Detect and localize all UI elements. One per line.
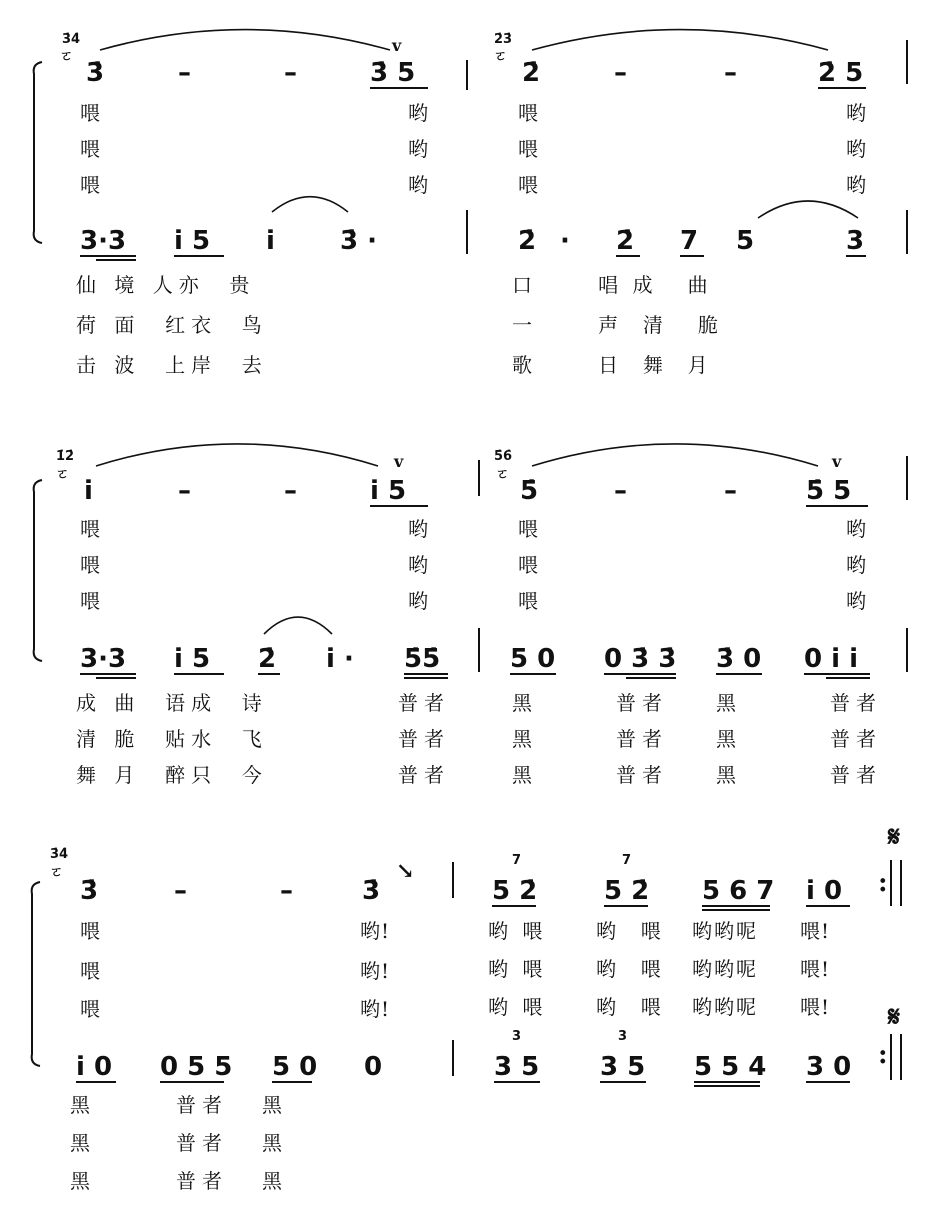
slur — [530, 440, 820, 470]
note: 2̇ — [258, 644, 277, 674]
beam — [826, 677, 870, 679]
note-pair: 2̇ 5 — [818, 58, 864, 88]
call-left: 喂 — [518, 137, 539, 161]
note-pair: 5 2̇ — [604, 876, 650, 906]
note-pair: 5̇ 5 — [806, 476, 852, 506]
note-group: 0 3̇ 3̇ — [604, 644, 677, 674]
call-left: 喂 — [80, 997, 101, 1021]
call-word: 哟 喂 — [488, 919, 547, 943]
barline — [452, 862, 454, 898]
lyric-word: 普者 — [176, 1169, 228, 1193]
system-brace — [30, 478, 44, 663]
note: 2̇ — [616, 226, 635, 256]
call-right: 哟 — [846, 137, 867, 161]
beam — [702, 905, 770, 907]
beam — [846, 255, 866, 257]
lyric-word: 黑 — [512, 727, 533, 751]
call-word: 哟哟呢 — [692, 995, 758, 1019]
lyric-word: 黑 — [262, 1169, 283, 1193]
beam — [806, 905, 850, 907]
dot: · — [560, 226, 570, 256]
note-pair: 3̇ 0 — [716, 644, 762, 674]
call-word: 哟哟呢 — [692, 919, 758, 943]
call-word: 哟 喂 — [596, 957, 665, 981]
note-pair: 3 0 — [806, 1052, 852, 1082]
beam — [806, 505, 868, 507]
call-left: 喂 — [518, 553, 539, 577]
call-word: 哟 喂 — [488, 957, 547, 981]
repeat-dots: : — [878, 868, 888, 898]
lyric-word: 普者 — [830, 763, 882, 787]
grace-mark: ㄛ — [56, 467, 70, 482]
grace-note: 2̇3̇ — [494, 32, 513, 47]
call-left: 喂 — [80, 589, 101, 613]
beam — [80, 673, 136, 675]
call-word: 喂! — [800, 919, 831, 943]
note-pair: i̇ 5 — [174, 226, 211, 256]
note: i̇ · — [326, 644, 354, 674]
note: i̇ — [266, 226, 275, 256]
note-group: 5 6 7 — [702, 876, 775, 906]
barline — [478, 628, 480, 672]
call-left: 喂 — [80, 919, 101, 943]
beam — [626, 677, 676, 679]
beam — [600, 1081, 646, 1083]
lyric-word: 普者 — [398, 691, 450, 715]
beam — [272, 1081, 312, 1083]
beam — [96, 259, 136, 261]
note: 2̇ — [522, 58, 541, 88]
call-left: 喂 — [518, 173, 539, 197]
lyric-word: 普者 — [398, 763, 450, 787]
barline — [906, 210, 908, 254]
lyric-word: 普者 — [398, 727, 450, 751]
lyric-word: 普者 — [616, 727, 668, 751]
beam — [694, 1085, 760, 1087]
note-group: 0 i̇ i̇ — [804, 644, 859, 674]
lyric-word: 普者 — [616, 691, 668, 715]
note: 3̇ — [80, 876, 99, 906]
note: 5̇ — [520, 476, 539, 506]
note-pair: i̇ 0 — [806, 876, 843, 906]
call-word: 喂! — [800, 995, 831, 1019]
lyric-line: 清 脆 贴水 飞 — [76, 727, 268, 751]
repeat-dots: : — [878, 1040, 888, 1070]
call-right: 哟 — [408, 137, 429, 161]
call-word: 喂! — [800, 957, 831, 981]
call-left: 喂 — [80, 959, 101, 983]
beam — [616, 255, 640, 257]
grace-note: 3 — [618, 1029, 628, 1044]
call-right: 哟 — [408, 589, 429, 613]
beam — [716, 673, 762, 675]
note-pair: 3 5 — [494, 1052, 540, 1082]
beam — [818, 87, 866, 89]
lyric-word: 黑 — [70, 1131, 91, 1155]
call-right: 哟! — [360, 919, 391, 943]
note: 7 — [680, 226, 699, 256]
note-pair: 3 5 — [600, 1052, 646, 1082]
grace-mark: ㄛ — [496, 467, 510, 482]
slur — [530, 26, 830, 54]
lyric-word: 普者 — [830, 691, 882, 715]
dash: – — [280, 876, 293, 906]
lyric-word: 普者 — [830, 727, 882, 751]
dash: – — [178, 58, 191, 88]
system-brace — [28, 880, 42, 1068]
beam — [604, 673, 676, 675]
barline — [906, 40, 908, 84]
grace-mark: ㄛ — [50, 865, 64, 880]
lyric-line: 一 声 清 脆 — [512, 313, 722, 337]
note-pair: 3·3 — [80, 226, 127, 256]
slur — [756, 198, 860, 222]
rest: 0 — [364, 1052, 383, 1082]
beam — [510, 673, 556, 675]
barline — [478, 460, 480, 496]
barline — [466, 60, 468, 90]
dash: – — [284, 476, 297, 506]
note-pair: 3·3 — [80, 644, 127, 674]
lyric-word: 普者 — [176, 1093, 228, 1117]
beam — [174, 673, 224, 675]
dash: – — [614, 476, 627, 506]
call-word: 哟哟呢 — [692, 957, 758, 981]
call-word: 哟 喂 — [596, 995, 665, 1019]
barline — [900, 860, 902, 906]
lyric-line: 舞 月 醉只 今 — [76, 763, 268, 787]
beam — [76, 1081, 116, 1083]
beam — [96, 677, 136, 679]
grace-mark: ㄛ — [60, 49, 74, 64]
note-group: 5 5 4 — [694, 1052, 767, 1082]
lyric-line: 仙 境 人亦 贵 — [76, 273, 256, 297]
call-right: 哟 — [846, 589, 867, 613]
call-left: 喂 — [80, 137, 101, 161]
beam — [370, 87, 428, 89]
lyric-line: 成 曲 语成 诗 — [76, 691, 268, 715]
lyric-line: 击 波 上岸 去 — [76, 353, 268, 377]
call-left: 喂 — [80, 553, 101, 577]
beam — [702, 909, 770, 911]
beam — [494, 1081, 540, 1083]
lyric-word: 黑 — [716, 763, 737, 787]
beam — [694, 1081, 760, 1083]
note: 3̇ — [362, 876, 381, 906]
call-right: 哟! — [360, 997, 391, 1021]
note-pair: i̇ 5 — [370, 476, 407, 506]
dash: – — [178, 476, 191, 506]
beam — [804, 673, 870, 675]
call-left: 喂 — [518, 517, 539, 541]
beam — [370, 505, 428, 507]
lyric-word: 普者 — [176, 1131, 228, 1155]
segno-icon: 𝄋 — [888, 820, 901, 853]
call-left: 喂 — [80, 517, 101, 541]
system-brace — [30, 60, 44, 245]
lyric-word: 黑 — [70, 1093, 91, 1117]
lyric-word: 黑 — [262, 1131, 283, 1155]
grace-note: 1̇2̇ — [56, 449, 75, 464]
grace-note: 3 — [512, 1029, 522, 1044]
note: 3 — [846, 226, 865, 256]
grace-note: 3̇4̇ — [62, 32, 81, 47]
grace-note: 5̇6̇ — [494, 449, 513, 464]
beam — [806, 1081, 850, 1083]
call-right: 哟 — [408, 553, 429, 577]
grace-mark: ㄛ — [494, 49, 508, 64]
dash: – — [174, 876, 187, 906]
arrow-icon: ↘ — [396, 858, 415, 884]
breath-mark: v — [394, 452, 404, 471]
barline — [890, 860, 892, 906]
note: 3̇ · — [340, 226, 378, 256]
grace-note: 7 — [512, 853, 522, 868]
call-word: 哟 喂 — [488, 995, 547, 1019]
call-right: 哟 — [408, 517, 429, 541]
lyric-line: 歌 日 舞 月 — [512, 353, 712, 377]
note: 2̇ — [518, 226, 537, 256]
call-left: 喂 — [518, 101, 539, 125]
beam — [492, 905, 536, 907]
note-pair: i̇ 5 — [174, 644, 211, 674]
lyric-word: 黑 — [70, 1169, 91, 1193]
lyric-word: 普者 — [616, 763, 668, 787]
barline — [906, 628, 908, 672]
lyric-line: 荷 面 红衣 鸟 — [76, 313, 268, 337]
note-pair: 5 2̇ — [492, 876, 538, 906]
call-right: 哟 — [846, 517, 867, 541]
breath-mark: v — [832, 452, 842, 471]
beam — [258, 673, 280, 675]
lyric-word: 黑 — [512, 763, 533, 787]
dash: – — [614, 58, 627, 88]
note-pair: 3̇ 5 — [370, 58, 416, 88]
barline — [452, 1040, 454, 1076]
note-pair: 5 0 — [272, 1052, 318, 1082]
breath-mark: v — [392, 36, 402, 55]
barline — [890, 1034, 892, 1080]
note-pair: 5̇5̇ — [404, 644, 441, 674]
beam — [680, 255, 704, 257]
call-right: 哟 — [408, 101, 429, 125]
segno-icon: 𝄋 — [888, 1000, 901, 1033]
slur — [262, 614, 334, 638]
call-left: 喂 — [518, 589, 539, 613]
barline — [906, 456, 908, 500]
call-word: 哟 喂 — [596, 919, 665, 943]
note-pair: i̇ 0 — [76, 1052, 113, 1082]
slur — [98, 26, 392, 54]
call-right: 哟 — [408, 173, 429, 197]
beam — [174, 255, 224, 257]
beam — [404, 673, 448, 675]
dash: – — [724, 58, 737, 88]
lyric-word: 黑 — [512, 691, 533, 715]
barline — [466, 210, 468, 254]
slur — [94, 440, 380, 470]
call-left: 喂 — [80, 173, 101, 197]
beam — [160, 1081, 224, 1083]
call-left: 喂 — [80, 101, 101, 125]
grace-note: 7 — [622, 853, 632, 868]
call-right: 哟 — [846, 101, 867, 125]
lyric-line: 口 唱 成 曲 — [512, 273, 712, 297]
note: 5 — [736, 226, 755, 256]
note-pair: 5 0 — [510, 644, 556, 674]
barline — [900, 1034, 902, 1080]
call-right: 哟 — [846, 173, 867, 197]
call-right: 哟! — [360, 959, 391, 983]
note-group: 0 5 5 — [160, 1052, 233, 1082]
dash: – — [724, 476, 737, 506]
call-right: 哟 — [846, 553, 867, 577]
dash: – — [284, 58, 297, 88]
note: i̇ — [84, 476, 93, 506]
note: 3̇ — [86, 58, 105, 88]
lyric-word: 黑 — [716, 727, 737, 751]
lyric-word: 黑 — [262, 1093, 283, 1117]
beam — [404, 677, 448, 679]
slur — [270, 194, 350, 216]
grace-note: 3̇4̇ — [50, 847, 69, 862]
lyric-word: 黑 — [716, 691, 737, 715]
beam — [604, 905, 648, 907]
beam — [80, 255, 136, 257]
